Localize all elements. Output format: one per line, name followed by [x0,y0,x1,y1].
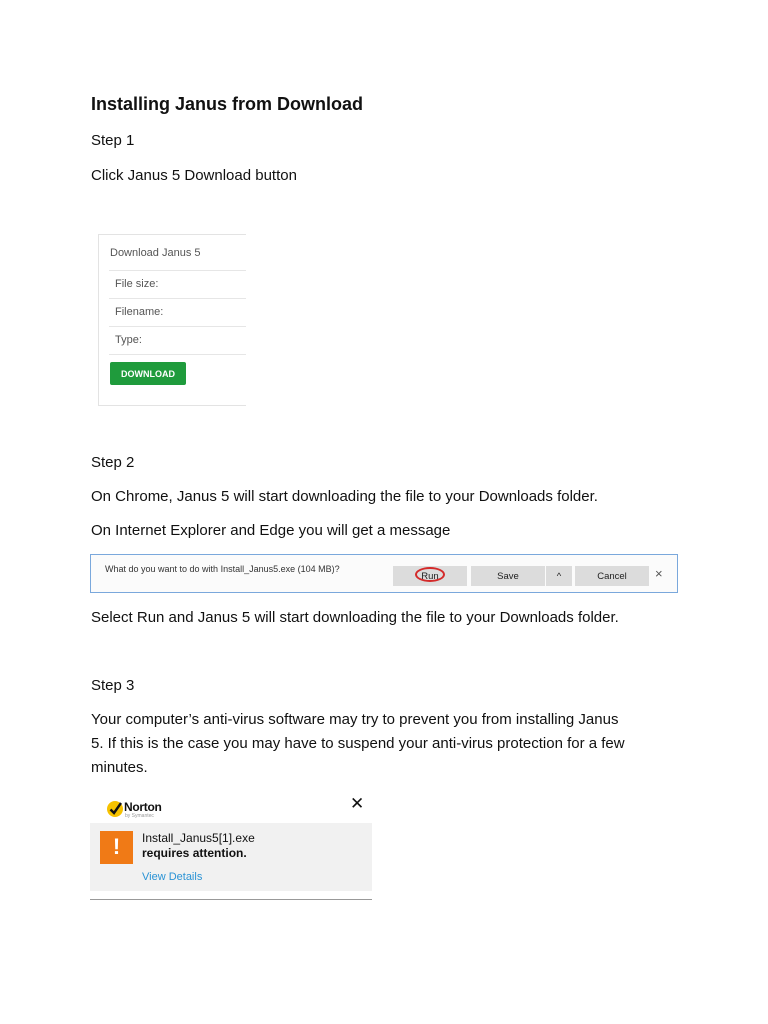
type-row: Type: [109,326,246,355]
warning-icon: ! [100,831,133,864]
save-button[interactable]: Save [471,566,545,586]
step1-text: Click Janus 5 Download button [91,167,297,184]
file-size-row: File size: [109,270,246,299]
step2-text-chrome: On Chrome, Janus 5 will start downloading the file to your Downloads folder. [91,488,598,505]
norton-message-area [90,823,372,891]
step2-label: Step 2 [91,454,135,471]
norton-brand-sub: by Symantec [125,813,154,819]
close-icon[interactable]: × [655,566,663,581]
step1-label: Step 1 [91,132,135,149]
cancel-button[interactable]: Cancel [575,566,649,586]
step3-text-line1: Your computer’s anti-virus software may try to prevent you from installing Janus [91,711,619,728]
norton-logo [105,796,165,822]
norton-brand: Norton [124,800,162,814]
divider [109,354,246,355]
step3-text-line3: minutes. [91,759,148,776]
view-details-link[interactable]: View Details [142,871,203,883]
download-button[interactable]: DOWNLOAD [110,362,186,385]
step2-text-ie: On Internet Explorer and Edge you will get a message [91,522,451,539]
page-title: Installing Janus from Download [91,94,364,114]
download-card-title: Download Janus 5 [110,247,201,259]
step2-text-run: Select Run and Janus 5 will start downloading the file to your Downloads folder. [91,609,619,626]
download-card [98,234,246,406]
filename-row: Filename: [109,298,246,327]
run-button[interactable]: Run [393,566,467,586]
norton-alert [90,790,372,900]
step3-label: Step 3 [91,677,135,694]
norton-file-name: Install_Janus5[1].exe [142,831,255,845]
ie-download-bar [90,554,678,593]
step3-text-line2: 5. If this is the case you may have to suspend your anti-virus protection for a few [91,735,625,752]
norton-attention-text: requires attention. [142,846,247,860]
save-options-chevron-icon[interactable]: ^ [546,566,572,586]
norton-close-icon[interactable]: ✕ [350,794,365,813]
norton-check-icon [105,799,125,819]
ie-download-message: What do you want to do with Install_Janus5.exe (104 MB)? [105,564,340,574]
